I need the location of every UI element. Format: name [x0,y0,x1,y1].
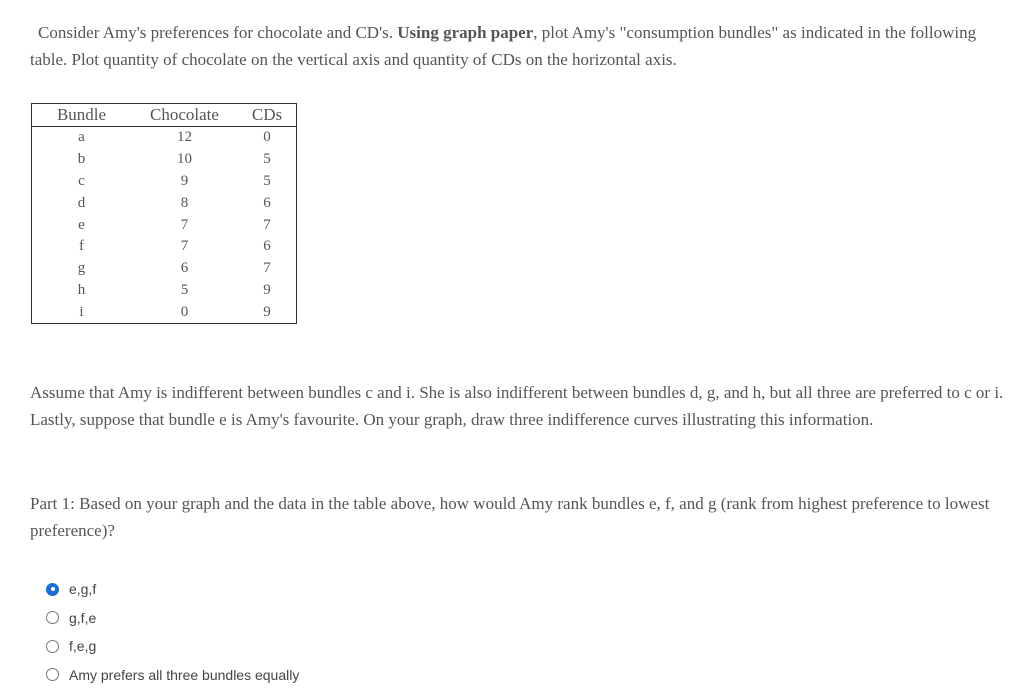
option-f-e-g[interactable] [46,632,299,661]
header-chocolate: Chocolate [131,104,238,127]
chocolate-cell: 7 [131,236,238,258]
bundle-cell: g [32,258,132,280]
radio-button[interactable] [46,640,59,653]
table-header-row [32,104,297,127]
intro-text-2: , plot Amy's "consumption bundles" as indicated in the following table. Plot quantity of chocolate on the vertical axis and quantity of CDs on the horizontal axis. [30,23,976,69]
bundle-cell: a [32,127,132,149]
table-row [32,149,297,171]
bundle-cell: e [32,214,132,236]
bundle-cell: c [32,171,132,193]
table-row [32,127,297,149]
table-row [32,280,297,302]
chocolate-cell: 7 [131,214,238,236]
cds-cell: 6 [238,236,297,258]
bundle-cell: h [32,280,132,302]
header-bundle: Bundle [32,104,132,127]
bundle-cell: i [32,301,132,323]
chocolate-cell: 10 [131,149,238,171]
option-all-equal[interactable] [46,661,299,689]
table-row [32,258,297,280]
chocolate-cell: 12 [131,127,238,149]
chocolate-cell: 0 [131,301,238,323]
intro-bold-text: Using graph paper [397,23,533,42]
assumption-paragraph: Assume that Amy is indifferent between bundles c and i. She is also indifferent between bundles d, g, and h, but all three are preferred to c or i. Lastly, suppose that bundle e is Amy's favourite. On your graph, draw three indifference curves illustrating this information. [30,380,1010,433]
chocolate-cell: 9 [131,171,238,193]
intro-text-1: Consider Amy's preferences for chocolate and CD's. [38,23,397,42]
chocolate-cell: 8 [131,192,238,214]
bundle-cell: d [32,192,132,214]
cds-cell: 7 [238,258,297,280]
bundle-cell: b [32,149,132,171]
chocolate-cell: 5 [131,280,238,302]
option-e-g-f[interactable] [46,575,299,604]
cds-cell: 6 [238,192,297,214]
chocolate-cell: 6 [131,258,238,280]
table-row [32,171,297,193]
cds-cell: 5 [238,149,297,171]
header-cds: CDs [238,104,297,127]
table-row [32,192,297,214]
intro-paragraph [30,20,1010,73]
option-g-f-e[interactable] [46,604,299,633]
radio-button[interactable] [46,583,59,596]
bundle-cell: f [32,236,132,258]
answer-options [46,575,299,689]
bundles-table [31,103,297,324]
cds-cell: 9 [238,280,297,302]
option-label: f,e,g [69,638,96,654]
option-label: g,f,e [69,610,96,626]
cds-cell: 0 [238,127,297,149]
question-text: Part 1: Based on your graph and the data in the table above, how would Amy rank bundles e, f, and g (rank from highest preference to lowest preference)? [30,491,1010,544]
table-row [32,214,297,236]
radio-button[interactable] [46,668,59,681]
cds-cell: 7 [238,214,297,236]
radio-button[interactable] [46,611,59,624]
cds-cell: 9 [238,301,297,323]
option-label: Amy prefers all three bundles equally [69,667,299,683]
table-row [32,301,297,323]
table-row [32,236,297,258]
option-label: e,g,f [69,581,96,597]
cds-cell: 5 [238,171,297,193]
